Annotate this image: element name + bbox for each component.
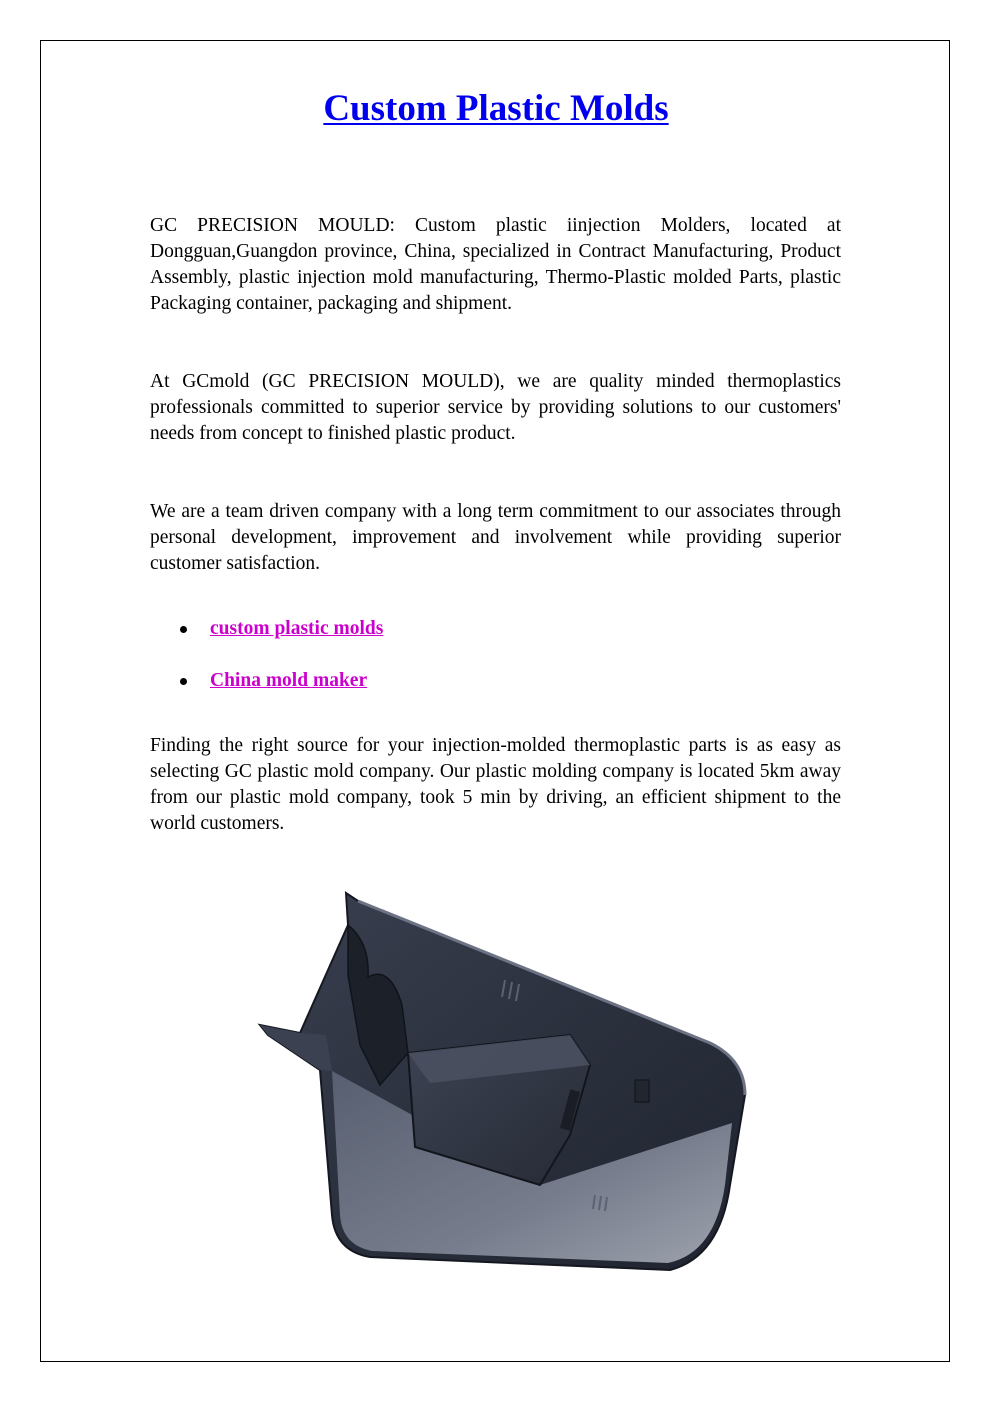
- list-item: [150, 666, 383, 718]
- custom-plastic-molds-link[interactable]: custom plastic molds: [210, 618, 384, 639]
- bullet-icon: [180, 678, 187, 685]
- china-mold-maker-link[interactable]: China mold maker: [210, 670, 368, 691]
- quality-paragraph: At GCmold (GC PRECISION MOULD), we are quality minded thermoplastics professionals committed to superior service by providing solutions to our customers' needs from concept to finished plastic product.: [150, 371, 841, 444]
- page-title: [0, 85, 992, 133]
- finding-paragraph: Finding the right source for your injection-molded thermoplastic parts is as easy as selecting GC plastic mold company. Our plastic molding company is located 5km away from our plastic mold company, took 5 min by driving, an efficient shipment to the world customers.: [150, 735, 841, 834]
- list-item: [150, 614, 383, 666]
- bullet-icon: [180, 626, 187, 633]
- molded-part-image: [240, 885, 760, 1295]
- link-list: [150, 614, 383, 718]
- title-link[interactable]: Custom Plastic Molds: [323, 88, 669, 129]
- team-paragraph: We are a team driven company with a long term commitment to our associates through personal development, improvement and involvement while providing superior customer satisfaction.: [150, 501, 841, 574]
- intro-paragraph: GC PRECISION MOULD: Custom plastic iinjection Molders, located at Dongguan,Guangdon province, China, specialized in Contract Manufacturing, Product Assembly, plastic injection mold manufacturing, Thermo-Plastic molded Parts, plastic Packaging container, packaging and shipment.: [150, 215, 841, 314]
- mirror-housing-shape: [260, 893, 745, 1270]
